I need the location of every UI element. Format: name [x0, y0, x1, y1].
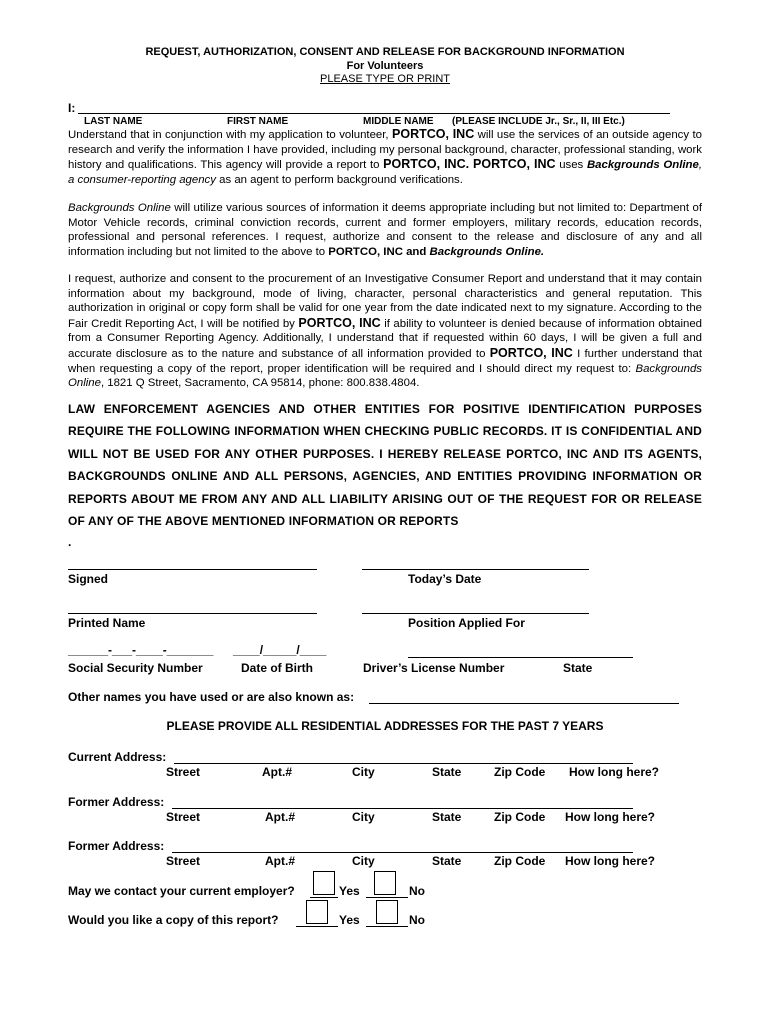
printed-name-label: Printed Name [68, 616, 146, 630]
col-state: State [432, 765, 462, 779]
copy-no-label: No [409, 913, 425, 927]
col-state: State [432, 854, 462, 868]
name-prefix: I: [68, 101, 76, 115]
drivers-license-field[interactable] [408, 657, 633, 658]
form-title: REQUEST, AUTHORIZATION, CONSENT AND RELEASE FOR BACKGROUND INFORMATION [145, 46, 625, 58]
todays-date-field[interactable] [362, 569, 589, 570]
paragraph-sources: Backgrounds Online will utilize various sources of information it deems appropriate including but not limited to: Department of Motor Vehicle records, criminal conviction records, current and former employers, military records, education records, professional and personal references. I request, authorize and consent to the release and disclosure of any and all information including but not limited to the above to PORTCO, INC and Backgrounds Online. [68, 202, 702, 258]
col-street: Street [166, 810, 201, 824]
col-zip: Zip Code [494, 810, 546, 824]
current-address-field[interactable] [174, 763, 633, 764]
copy-yes-checkbox[interactable] [306, 900, 328, 924]
former-address-label-1: Former Address: [68, 795, 165, 809]
printed-name-field[interactable] [68, 613, 317, 614]
position-field[interactable] [362, 613, 589, 614]
signed-label: Signed [68, 572, 109, 586]
col-apt: Apt.# [265, 854, 295, 868]
addresses-heading: PLEASE PROVIDE ALL RESIDENTIAL ADDRESSES FOR THE PAST 7 YEARS [166, 719, 604, 733]
former-address-field-2[interactable] [172, 852, 633, 853]
suffix-note: (PLEASE INCLUDE Jr., Sr., II, III Etc.) [452, 116, 625, 127]
signature-field[interactable] [68, 569, 317, 570]
law-dot: . [68, 535, 72, 549]
contact-no-checkbox[interactable] [374, 871, 396, 895]
contact-yes-line [310, 897, 338, 898]
col-state: State [432, 810, 462, 824]
other-names-label: Other names you have used or are also known as: [68, 690, 355, 704]
col-city: City [352, 810, 375, 824]
former-address-field-1[interactable] [172, 808, 633, 809]
ssn-field[interactable]: ______-___-____-_______ [68, 643, 214, 657]
middle-name-label: MIDDLE NAME [363, 116, 434, 127]
copy-yes-label: Yes [339, 913, 360, 927]
former-address-label-2: Former Address: [68, 839, 165, 853]
col-apt: Apt.# [262, 765, 292, 779]
col-how-long: How long here? [569, 765, 659, 779]
contact-yes-checkbox[interactable] [313, 871, 335, 895]
col-zip: Zip Code [494, 765, 546, 779]
contact-employer-question: May we contact your current employer? [68, 884, 295, 898]
copy-no-line [366, 926, 408, 927]
position-label: Position Applied For [408, 616, 525, 630]
paragraph-understanding: Understand that in conjunction with my application to volunteer, PORTCO, INC will use the services of an outside agency to research and verify the information I have provided, including my personal background, character, professional standing, work history and qualifications. This agency will provide a report to PORTCO, INC. PORTCO, INC uses Backgrounds Online, a consumer-reporting agency as an agent to perform background verifications. [68, 127, 703, 186]
col-how-long: How long here? [565, 810, 655, 824]
law-enforcement-release: LAW ENFORCEMENT AGENCIES AND OTHER ENTITIES FOR POSITIVE IDENTIFICATION PURPOSES REQUIRE THE FOLLOWING INFORMATION WHEN CHECKING PUBLIC RECORDS. IT IS CONFIDENTIAL AND WILL NOT BE USED FOR ANY OTHER PURPOSES. I HEREBY RELEASE PORTCO, INC AND ITS AGENTS, BACKGROUNDS ONLINE AND ALL PERSONS, AGENCIES, AND ENTITIES PROVIDING INFORMATION OR REPORTS ABOUT ME FROM ANY AND ALL LIABILITY ARISING OUT OF THE REQUEST FOR OR RELEASE OF ANY OF THE ABOVE MENTIONED INFORMATION OR REPORTS [68, 402, 702, 529]
first-name-label: FIRST NAME [227, 116, 289, 127]
form-subtitle: For Volunteers [346, 60, 424, 72]
other-names-field[interactable] [369, 703, 679, 704]
ssn-label: Social Security Number [68, 661, 203, 675]
contact-no-line [366, 897, 408, 898]
col-how-long: How long here? [565, 854, 655, 868]
col-city: City [352, 765, 375, 779]
last-name-label: LAST NAME [84, 116, 143, 127]
col-street: Street [166, 854, 201, 868]
dob-label: Date of Birth [241, 661, 313, 675]
form-instruction: PLEASE TYPE OR PRINT [319, 73, 450, 85]
copy-yes-line [296, 926, 338, 927]
paragraph-consumer-report: I request, authorize and consent to the procurement of an Investigative Consumer Report and understand that it may contain information about my background, mode of living, character, personal characteristics and general reputation. This authorization in original or copy form shall be valid for one year from the date indicated next to my signature. According to the Fair Credit Reporting Act, I will be notified by PORTCO, INC if ability to volunteer is denied because of information obtained from a Consumer Reporting Agency. Additionally, I understand that if requested within 60 days, I will be given a full and accurate disclosure as to the nature and substance of all information provided to PORTCO, INC I further understand that when requesting a copy of the report, proper identification will be required and I should direct my request to: Backgrounds Online, 1821 Q Street, Sacramento, CA 95814, phone: 800.838.4804. [68, 273, 703, 390]
current-address-label: Current Address: [68, 750, 167, 764]
dob-field[interactable]: ____/_____/____ [233, 643, 327, 657]
col-street: Street [166, 765, 201, 779]
drivers-license-label: Driver’s License Number [363, 661, 505, 675]
col-zip: Zip Code [494, 854, 546, 868]
full-name-field[interactable] [78, 113, 670, 114]
copy-report-question: Would you like a copy of this report? [68, 913, 279, 927]
todays-date-label: Today’s Date [408, 572, 482, 586]
copy-no-checkbox[interactable] [376, 900, 398, 924]
col-apt: Apt.# [265, 810, 295, 824]
contact-yes-label: Yes [339, 884, 360, 898]
contact-no-label: No [409, 884, 425, 898]
col-city: City [352, 854, 375, 868]
state-label: State [563, 661, 593, 675]
